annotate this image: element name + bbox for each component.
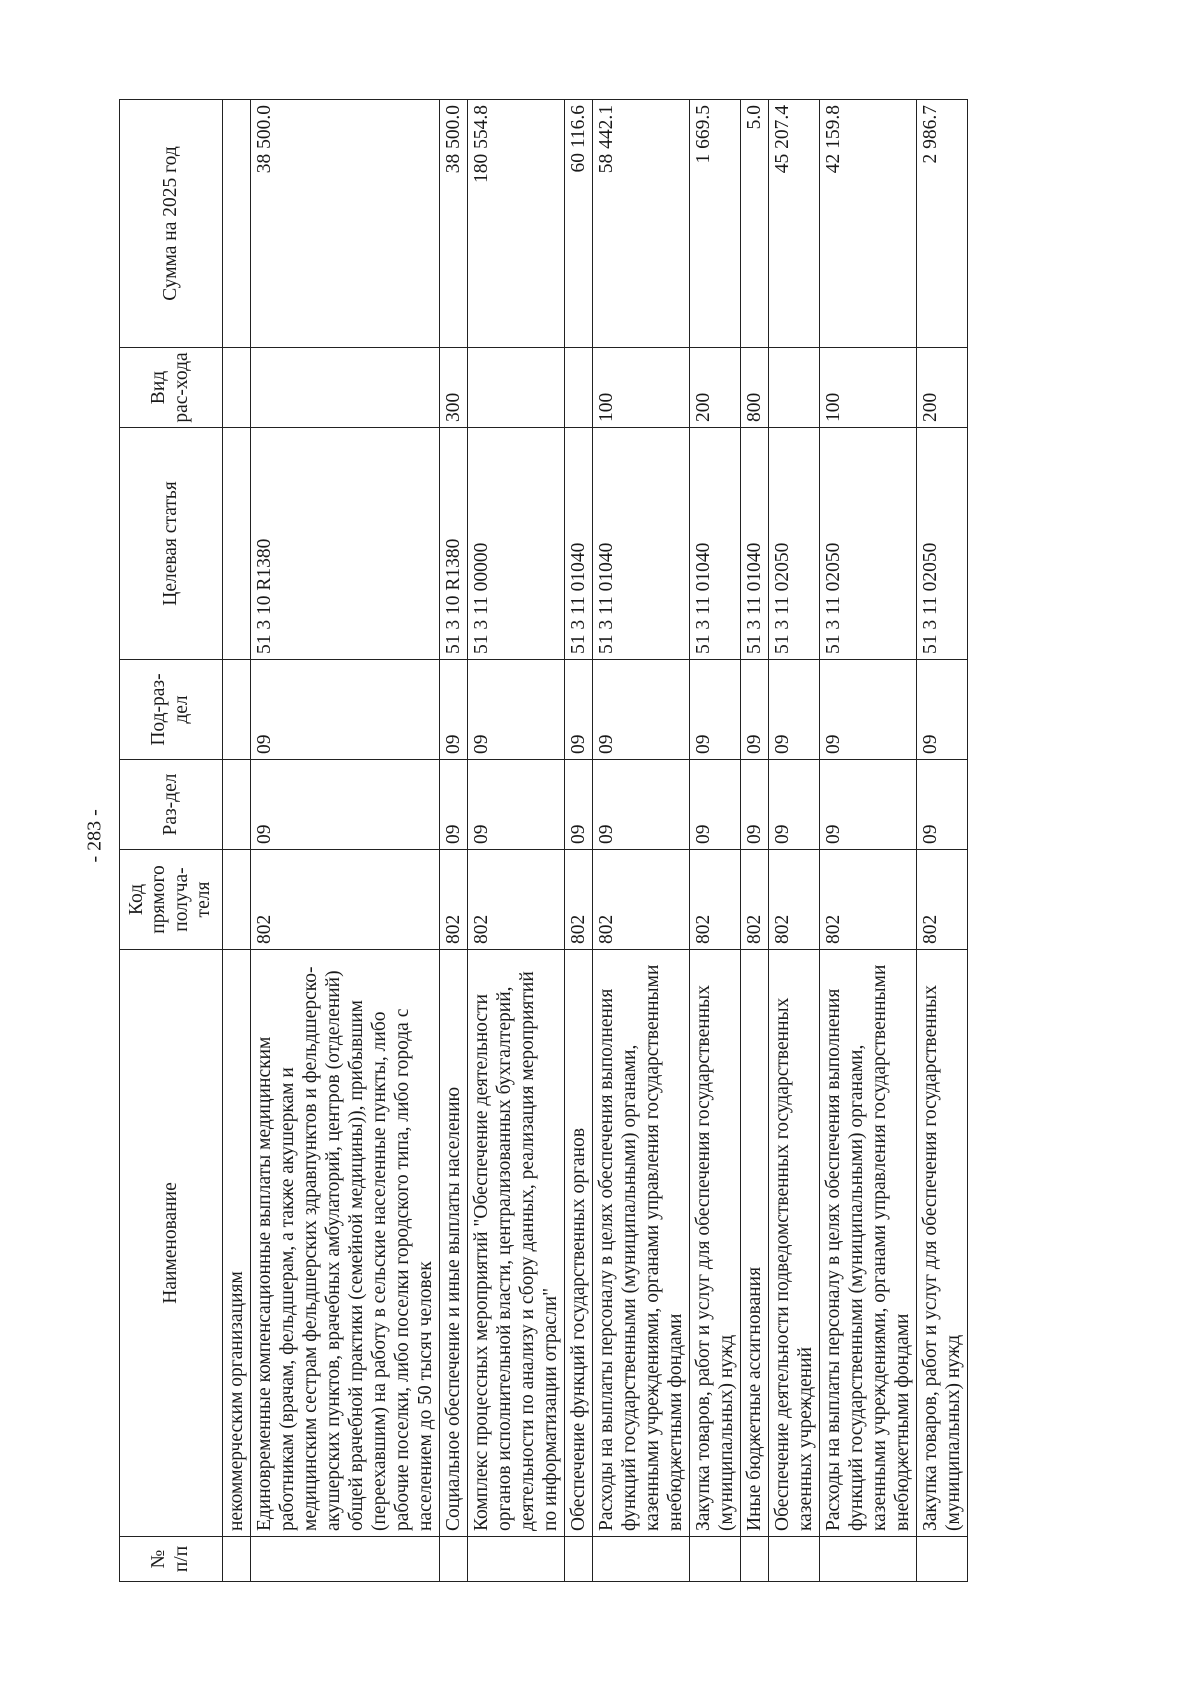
cell-sum: 60 116.6 bbox=[564, 100, 592, 348]
table-row bbox=[439, 100, 467, 1582]
cell-type bbox=[564, 348, 592, 428]
cell-article: 51 3 10 R1380 bbox=[439, 428, 467, 660]
cell-num bbox=[467, 1537, 564, 1582]
cell-article: 51 3 11 01040 bbox=[740, 428, 768, 660]
table-stage bbox=[119, 100, 1069, 1582]
cell-num bbox=[564, 1537, 592, 1582]
cell-type: 300 bbox=[439, 348, 467, 428]
cell-article: 51 3 10 R1380 bbox=[250, 428, 439, 660]
cell-code bbox=[222, 850, 250, 950]
header-num: № п/п bbox=[120, 1537, 223, 1582]
header-type: Вид рас-хода bbox=[120, 348, 223, 428]
cell-num bbox=[250, 1537, 439, 1582]
cell-section: 09 bbox=[250, 760, 439, 850]
cell-section: 09 bbox=[592, 760, 689, 850]
cell-code: 802 bbox=[439, 850, 467, 950]
page-number: - 283 - bbox=[83, 809, 106, 863]
header-name: Наименование bbox=[120, 950, 223, 1537]
cell-article: 51 3 11 00000 bbox=[467, 428, 564, 660]
cell-code: 802 bbox=[768, 850, 819, 950]
cell-sum bbox=[222, 100, 250, 348]
cell-sum: 42 159.8 bbox=[819, 100, 916, 348]
cell-code: 802 bbox=[564, 850, 592, 950]
cell-type bbox=[768, 348, 819, 428]
cell-type: 200 bbox=[916, 348, 967, 428]
table-row bbox=[689, 100, 740, 1582]
cell-subsection: 09 bbox=[768, 660, 819, 760]
cell-section: 09 bbox=[439, 760, 467, 850]
table-row bbox=[768, 100, 819, 1582]
cell-name: Расходы на выплаты персоналу в целях обеспечения выполнения функций государственными (муниципальными) органами, казенными учреждениями, органами управления государственными внебюджетными фондами bbox=[819, 950, 916, 1537]
cell-num bbox=[689, 1537, 740, 1582]
cell-sum: 58 442.1 bbox=[592, 100, 689, 348]
cell-type bbox=[250, 348, 439, 428]
header-article: Целевая статья bbox=[120, 428, 223, 660]
header-code: Код прямого получа-теля bbox=[120, 850, 223, 950]
cell-name: Обеспечение функций государственных органов bbox=[564, 950, 592, 1537]
cell-sum: 2 986.7 bbox=[916, 100, 967, 348]
cell-subsection: 09 bbox=[819, 660, 916, 760]
cell-num bbox=[439, 1537, 467, 1582]
table-row bbox=[916, 100, 967, 1582]
cell-sum: 45 207.4 bbox=[768, 100, 819, 348]
cell-name: Единовременные компенсационные выплаты медицинским работникам (врачам, фельдшерам, а также акушеркам и медицинским сестрам фельдшерских здравпунктов и фельдшерско-акушерских пунктов, врачебных амбулаторий, центров (отделений) общей врачебной практики (семейной медицины)), прибывшим (переехавшим) на работу в сельские населенные пункты, либо рабочие поселки, либо поселки городского типа, либо города с населением до 50 тысяч человек bbox=[250, 950, 439, 1537]
cell-name: некоммерческим организациям bbox=[222, 950, 250, 1537]
cell-name: Закупка товаров, работ и услуг для обеспечения государственных (муниципальных) нужд bbox=[689, 950, 740, 1537]
rotated-page-content bbox=[119, 100, 1069, 1582]
cell-subsection: 09 bbox=[564, 660, 592, 760]
cell-article: 51 3 11 01040 bbox=[564, 428, 592, 660]
cell-type bbox=[467, 348, 564, 428]
cell-subsection: 09 bbox=[689, 660, 740, 760]
table-row bbox=[819, 100, 916, 1582]
cell-article: 51 3 11 02050 bbox=[768, 428, 819, 660]
cell-code: 802 bbox=[689, 850, 740, 950]
table-row bbox=[564, 100, 592, 1582]
cell-sum: 1 669.5 bbox=[689, 100, 740, 348]
cell-name: Комплекс процессных мероприятий "Обеспечение деятельности органов исполнительной власти, централизованных бухгалтерий, деятельности по анализу и сбору данных, реализация мероприятий по информатизации отрасли" bbox=[467, 950, 564, 1537]
cell-num bbox=[740, 1537, 768, 1582]
cell-section: 09 bbox=[916, 760, 967, 850]
cell-subsection: 09 bbox=[592, 660, 689, 760]
cell-type: 100 bbox=[592, 348, 689, 428]
cell-subsection: 09 bbox=[916, 660, 967, 760]
cell-name: Закупка товаров, работ и услуг для обеспечения государственных (муниципальных) нужд bbox=[916, 950, 967, 1537]
cell-name: Расходы на выплаты персоналу в целях обеспечения выполнения функций государственными (муниципальными) органами, казенными учреждениями, органами управления государственными внебюджетными фондами bbox=[592, 950, 689, 1537]
cell-num bbox=[916, 1537, 967, 1582]
cell-code: 802 bbox=[819, 850, 916, 950]
cell-subsection: 09 bbox=[467, 660, 564, 760]
cell-article: 51 3 11 02050 bbox=[916, 428, 967, 660]
cell-section: 09 bbox=[564, 760, 592, 850]
cell-article: 51 3 11 01040 bbox=[592, 428, 689, 660]
cell-type: 100 bbox=[819, 348, 916, 428]
cell-num bbox=[222, 1537, 250, 1582]
table-row bbox=[467, 100, 564, 1582]
cell-section: 09 bbox=[819, 760, 916, 850]
cell-name: Социальное обеспечение и иные выплаты населению bbox=[439, 950, 467, 1537]
cell-subsection: 09 bbox=[740, 660, 768, 760]
cell-sum: 5.0 bbox=[740, 100, 768, 348]
cell-code: 802 bbox=[467, 850, 564, 950]
cell-sum: 38 500.0 bbox=[250, 100, 439, 348]
cell-article: 51 3 11 02050 bbox=[819, 428, 916, 660]
cell-subsection: 09 bbox=[439, 660, 467, 760]
budget-table bbox=[119, 99, 968, 1582]
table-row bbox=[222, 100, 250, 1582]
cell-type bbox=[222, 348, 250, 428]
header-section: Раз-дел bbox=[120, 760, 223, 850]
cell-section: 09 bbox=[467, 760, 564, 850]
cell-name: Иные бюджетные ассигнования bbox=[740, 950, 768, 1537]
cell-subsection bbox=[222, 660, 250, 760]
header-subsection: Под-раз-дел bbox=[120, 660, 223, 760]
cell-code: 802 bbox=[740, 850, 768, 950]
cell-sum: 38 500.0 bbox=[439, 100, 467, 348]
cell-code: 802 bbox=[592, 850, 689, 950]
cell-sum: 180 554.8 bbox=[467, 100, 564, 348]
cell-article: 51 3 11 01040 bbox=[689, 428, 740, 660]
cell-section bbox=[222, 760, 250, 850]
cell-article bbox=[222, 428, 250, 660]
cell-code: 802 bbox=[916, 850, 967, 950]
cell-num bbox=[819, 1537, 916, 1582]
cell-subsection: 09 bbox=[250, 660, 439, 760]
cell-type: 200 bbox=[689, 348, 740, 428]
cell-code: 802 bbox=[250, 850, 439, 950]
cell-section: 09 bbox=[689, 760, 740, 850]
table-row bbox=[592, 100, 689, 1582]
cell-num bbox=[768, 1537, 819, 1582]
cell-num bbox=[592, 1537, 689, 1582]
table-row bbox=[740, 100, 768, 1582]
cell-type: 800 bbox=[740, 348, 768, 428]
cell-name: Обеспечение деятельности подведомственных государственных казенных учреждений bbox=[768, 950, 819, 1537]
cell-section: 09 bbox=[768, 760, 819, 850]
cell-section: 09 bbox=[740, 760, 768, 850]
table-row bbox=[250, 100, 439, 1582]
header-row bbox=[120, 100, 223, 1582]
header-sum: Сумма на 2025 год bbox=[120, 100, 223, 348]
